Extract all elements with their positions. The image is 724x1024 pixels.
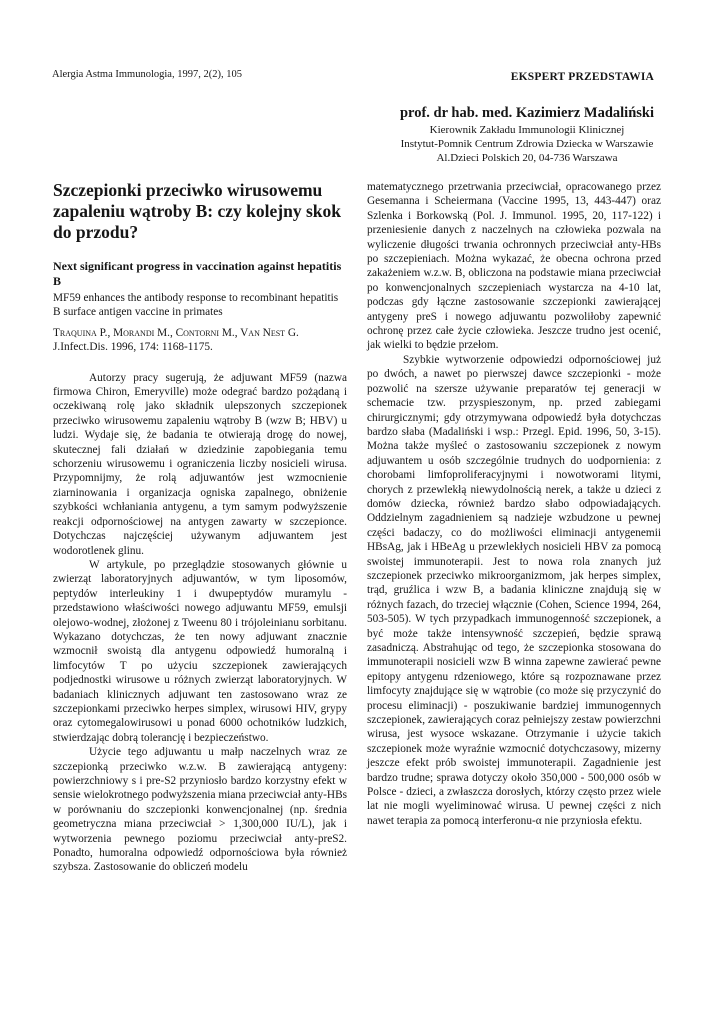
reviewed-paper-citation xyxy=(53,326,347,355)
author-name: prof. dr hab. med. Kazimierz Madaliński xyxy=(399,105,654,121)
author-affiliation-line: Instytut-Pomnik Centrum Zdrowia Dziecka w Warszawie xyxy=(400,138,654,150)
body-paragraph: Szybkie wytworzenie odpowiedzi odpornościowej już po dwóch, a nawet po pierwszej dawce szczepionki - może pozwolić na szersze używanie preparatów tej generacji w schemacie tzw. przyspieszonym, np. przed zabiegami chirurgicznymi; gdy otrzymywana odpowiedź była dotychczas bardzo słaba (Madaliński i wsp.: Przegl. Epid. 1996, 50, 3-15). Można także myśleć o zastosowaniu szczepionek z nowym adjuwantem u osób szczególnie trudnych do uodpornienia: z chorobami limfoproliferacyjnymi i nowotworami litymi, chorych z przewlekłą niewydolnością nerek, a także u dzieci z domów dziecka, również bardzo słabo odpowiadających. Oddzielnym zagadnieniem są nadzieje wzbudzone u pewnej części badaczy, co do możliwości eliminacji antygenemii HBsAg, jak i HBeAg u przewlekłych nosicieli HBV za pomocą swoistej immunoterapii. Jest to nowa rola znanych już szczepionek przeciwko mikroorganizmom, jak herpes simplex, trąd, gruźlica i wzw B, a badania kliniczne znajdują się w różnych fazach, do trzeciej włącznie (Cohen, Science 1994, 264, 503-505). W tych przypadkach immunogenność szczepionek, a być może także intensywność szczepień, będzie sprawą zasadniczą. Abstrahując od tego, że szczepionka stosowana do immunoterapii nosicieli wzw B winna zapewne zawierać pewne epitopy antygenu rdzeniowego, które są rozpoznawane przez limfocyty znajdujące się w wątrobie (co może się przyczynić do procesu eliminacji) - poszukiwanie bardziej immunogennych szczepionek, zawierających coraz pełniejszy zestaw powierzchni wirusa, jest wysoce wskazane. Otrzymanie i użycie takich szczepionek może wyraźnie wzmocnić dotychczasowy, mizerny jeszcze efekt prób swoistej immunoterapii. Zagadnienie jest bardzo trudne; sprawa dotyczy około 350,000 - 500,000 osób w Polsce - dzieci, a zwłaszcza dorosłych, którzy często przez wiele lat nie mogli wyeliminować wirusa. U pewnej części z nich nawet terapia za pomocą interferonu-α nie przyniosła efektu. xyxy=(367,353,661,827)
body-paragraph: Użycie tego adjuwantu u małp naczelnych wraz ze szczepionką przeciwko w.z.w. B zawierającą antygeny: powierzchniowy s i pre-S2 przyniosło bardzo korzystny efekt w sensie wielokrotnego podwyższenia miana przeciwciał anty-HBs w porównaniu do szczepionki konwencjonalnej (np. średnia geometryczna miana przeciwciał > 1,300,000 IU/L), jak i wytworzenia pewnego poziomu przeciwciał anty-preS2. Ponadto, humoralna odpowiedź odpornościowa była również szybsza. Zastosowanie do obliczeń modelu xyxy=(53,746,347,874)
body-paragraph: Autorzy pracy sugerują, że adjuwant MF59 (nazwa firmowa Chiron, Emeryville) może odegrać bardzo pożądaną i oczekiwaną rolę jako składnik ulepszonych szczepionek przeciwko wirusowemu zapaleniu wątroby B (wzw B; HBV) u ludzi. Wydaje się, że badania te otwierają drogę do nowej, skutecznej fali działań w dziedzinie zapobiegania temu schorzeniu wirusowemu i ograniczenia liczby nosicieli wirusa. Przypomnijmy, że rolą adjuwantów jest wzmocnienie ziarninowania i organizacja ogniska zapalnego, obniżenie szybkości wchłaniania antygenu, a tym samym podwyższenie reakcji odpornościowej na antygen zawarty w szczepionce. Dotychczas najczęściej używanym adjuwantem jest wodorotlenek glinu. xyxy=(53,371,347,557)
body-paragraph: W artykule, po przeglądzie stosowanych głównie u zwierząt laboratoryjnych adjuwantów, w tym liposomów, peptydów interleukiny 1 i dwupeptydów muramylu - przedstawiono właściwości nowego adjuwantu MF59, emulsji olejowo-wodnej, złożonej z Tweenu 80 i trójoleinianu sorbitanu. Wykazano dotychczas, że ten nowy adjuwant znacznie wzmocnił swoistą dla antygenu odpowiedź humoralną i limfocytów T po użyciu szczepionek zawierających podjednostki wirusowe u różnych zwierząt laboratoryjnych. W badaniach klinicznych adjuwant ten zastosowano wraz ze szczepionkami przeciwko herpes simplex, wirusowi HIV, grypy oraz cytomegalowirusowi u ponad 6000 ochotników ludzkich, stwierdzając dobrą tolerancję i bezpieczeństwo. xyxy=(53,558,347,744)
citation-source: J.Infect.Dis. 1996, 174: 1168-1175. xyxy=(53,341,213,354)
left-column xyxy=(53,180,347,875)
author-block xyxy=(400,104,654,165)
author-affiliation-line: Kierownik Zakładu Immunologii Klinicznej xyxy=(429,124,625,136)
body-paragraph-continued: matematycznego przetrwania przeciwciał, opracowanego przez Gesemanna i Scheiermana (Vaccine 1995, 13, 443-447) oraz Szlenka i Borkowską (Pol. J. Immunol. 1995, 20, 117-122) i przeniesienie danych z naczelnych na człowieka pozwala na wyliczenie długości trwania ochronnych przeciwciał anty-HBs po szczepieniach. Można wykazać, że obecna ochrona przed zakażeniem w.z.w. B, obliczona na podstawie miana przeciwciał po konwencjonalnych szczepieniach wystarcza na 4-10 lat, podczas gdy łączne zastosowanie szczepionki zawierającej antygeny preS i nowego adjuwantu pozwoliłoby zapewnić ochronę przez całe życie człowieka. Jeszcze trudno jest ocenić, jak wielki to będzie przełom. xyxy=(367,181,661,352)
reviewed-paper-title: Next significant progress in vaccination against hepatitis B xyxy=(53,259,342,288)
journal-citation: Alergia Astma Immunologia, 1997, 2(2), 105 xyxy=(52,69,242,80)
right-column xyxy=(367,180,661,828)
citation-authors: Traquina P., Morandi M., Contorni M., Van Nest G. xyxy=(53,326,299,339)
section-label: EKSPERT PRZEDSTAWIA xyxy=(510,71,654,83)
reviewed-paper-summary: MF59 enhances the antibody response to recombinant hepatitis B surface antigen vaccine in primates xyxy=(53,292,339,319)
author-affiliation-line: Al.Dzieci Polskich 20, 04-736 Warszawa xyxy=(436,152,618,164)
article-title: Szczepionki przeciwko wirusowemu zapaleniu wątroby B: czy kolejny skok do przodu? xyxy=(53,180,341,242)
